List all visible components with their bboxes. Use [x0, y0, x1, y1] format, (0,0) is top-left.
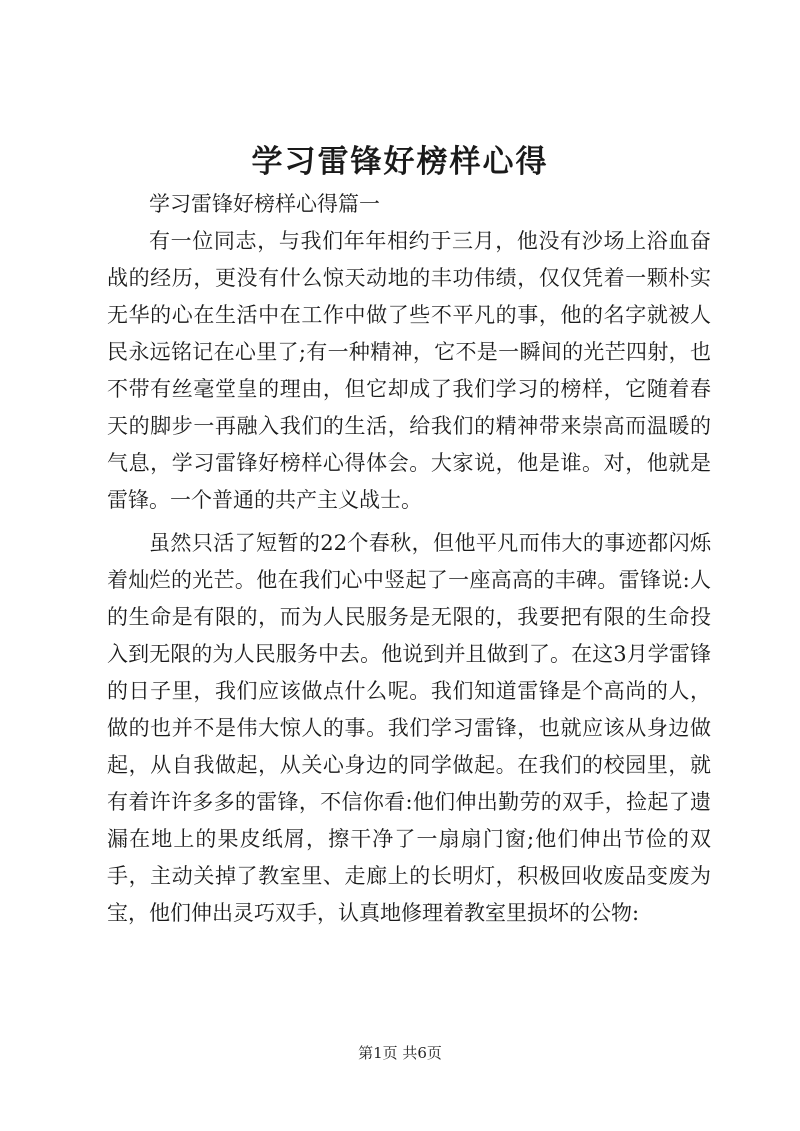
document-body — [107, 186, 711, 932]
paragraph-1: 有一位同志，与我们年年相约于三月，他没有沙场上浴血奋战的经历，更没有什么惊天动地的丰功伟绩，仅仅凭着一颗朴实无华的心在生活中在工作中做了些不平凡的事，他的名字就被人民永远铭记在心里了;有一种精神，它不是一瞬间的光芒四射，也不带有丝毫堂皇的理由，但它却成了我们学习的榜样，它随着春天的脚步一再融入我们的生活，给我们的精神带来崇高而温暖的气息，学习雷锋好榜样心得体会。大家说，他是谁。对，他就是雷锋。一个普通的共产主义战士。 — [107, 229, 711, 512]
page-footer: 第1页 共6页 — [358, 1044, 442, 1062]
paragraph-2: 虽然只活了短暂的22个春秋，但他平凡而伟大的事迹都闪烁着灿烂的光芒。他在我们心中竖起了一座高高的丰碑。雷锋说:人的生命是有限的，而为人民服务是无限的，我要把有限的生命投入到无限的为人民服务中去。他说到并且做到了。在这3月学雷锋的日子里，我们应该做点什么呢。我们知道雷锋是个高尚的人，做的也并不是伟大惊人的事。我们学习雷锋，也就应该从身边做起，从自我做起，从关心身边的同学做起。在我们的校园里，就有着许许多多的雷锋，不信你看:他们伸出勤劳的双手，捡起了遗漏在地上的果皮纸屑，擦干净了一扇扇门窗;他们伸出节俭的双手，主动关掉了教室里、走廊上的长明灯，积极回收废品变废为宝，他们伸出灵巧双手，认真地修理着教室里损坏的公物: — [107, 531, 711, 925]
section-heading: 学习雷锋好榜样心得篇一 — [149, 192, 380, 216]
page-title: 学习雷锋好榜样心得 — [251, 144, 549, 180]
